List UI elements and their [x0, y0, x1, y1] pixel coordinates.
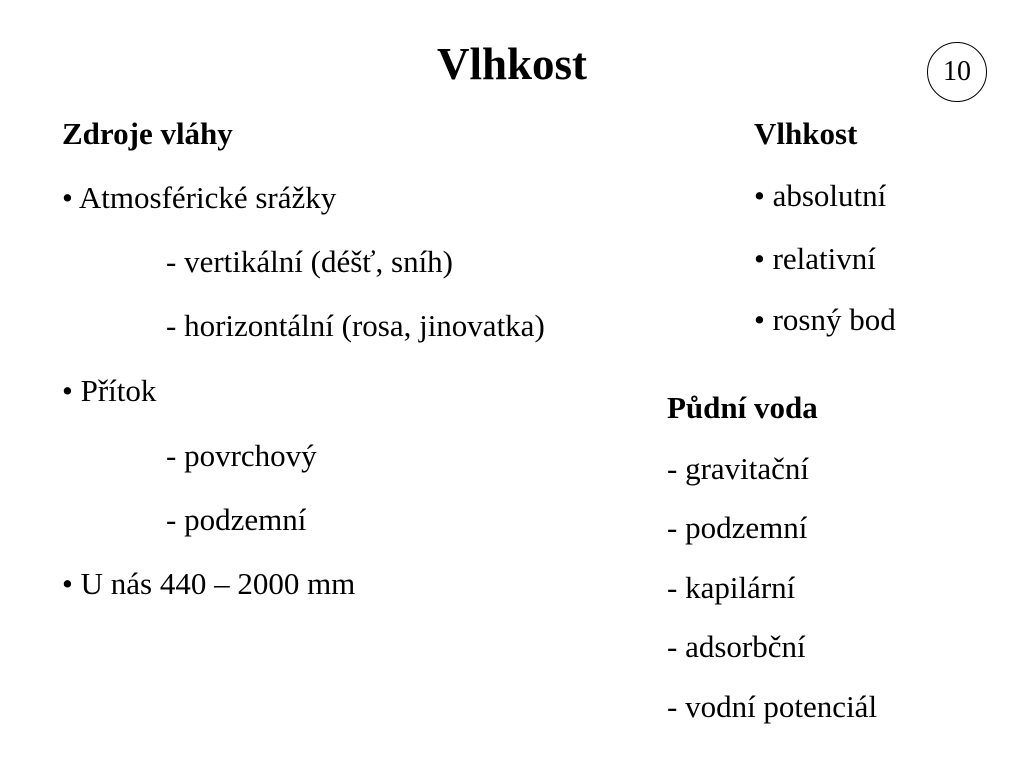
left-item-precipitation-range: • U nás 440 – 2000 mm: [62, 566, 356, 601]
right-bottom-heading: Půdní voda: [667, 390, 818, 425]
left-item-atmospheric: • Atmosférické srážky: [62, 180, 337, 215]
right-bottom-item-capillary: - kapilární: [667, 570, 796, 605]
slide-title: Vlhkost: [436, 39, 588, 89]
page-number-badge: 10: [927, 42, 987, 102]
right-bottom-item-gravitational: - gravitační: [667, 451, 810, 486]
right-bottom-item-underground: - podzemní: [667, 510, 808, 545]
right-top-item-relative: • relativní: [754, 241, 876, 276]
left-item-surface: - povrchový: [166, 438, 317, 473]
right-top-item-absolute: • absolutní: [754, 178, 887, 213]
left-item-vertical: - vertikální (déšť, sníh): [166, 244, 454, 279]
right-bottom-item-adsorption: - adsorbční: [667, 629, 806, 664]
right-top-heading: Vlhkost: [754, 116, 858, 151]
left-item-inflow: • Přítok: [62, 373, 157, 408]
right-top-item-dew-point: • rosný bod: [754, 302, 896, 337]
left-item-horizontal: - horizontální (rosa, jinovatka): [166, 308, 545, 343]
right-bottom-item-water-potential: - vodní potenciál: [667, 689, 878, 724]
left-item-underground: - podzemní: [166, 502, 307, 537]
left-heading: Zdroje vláhy: [62, 116, 233, 151]
